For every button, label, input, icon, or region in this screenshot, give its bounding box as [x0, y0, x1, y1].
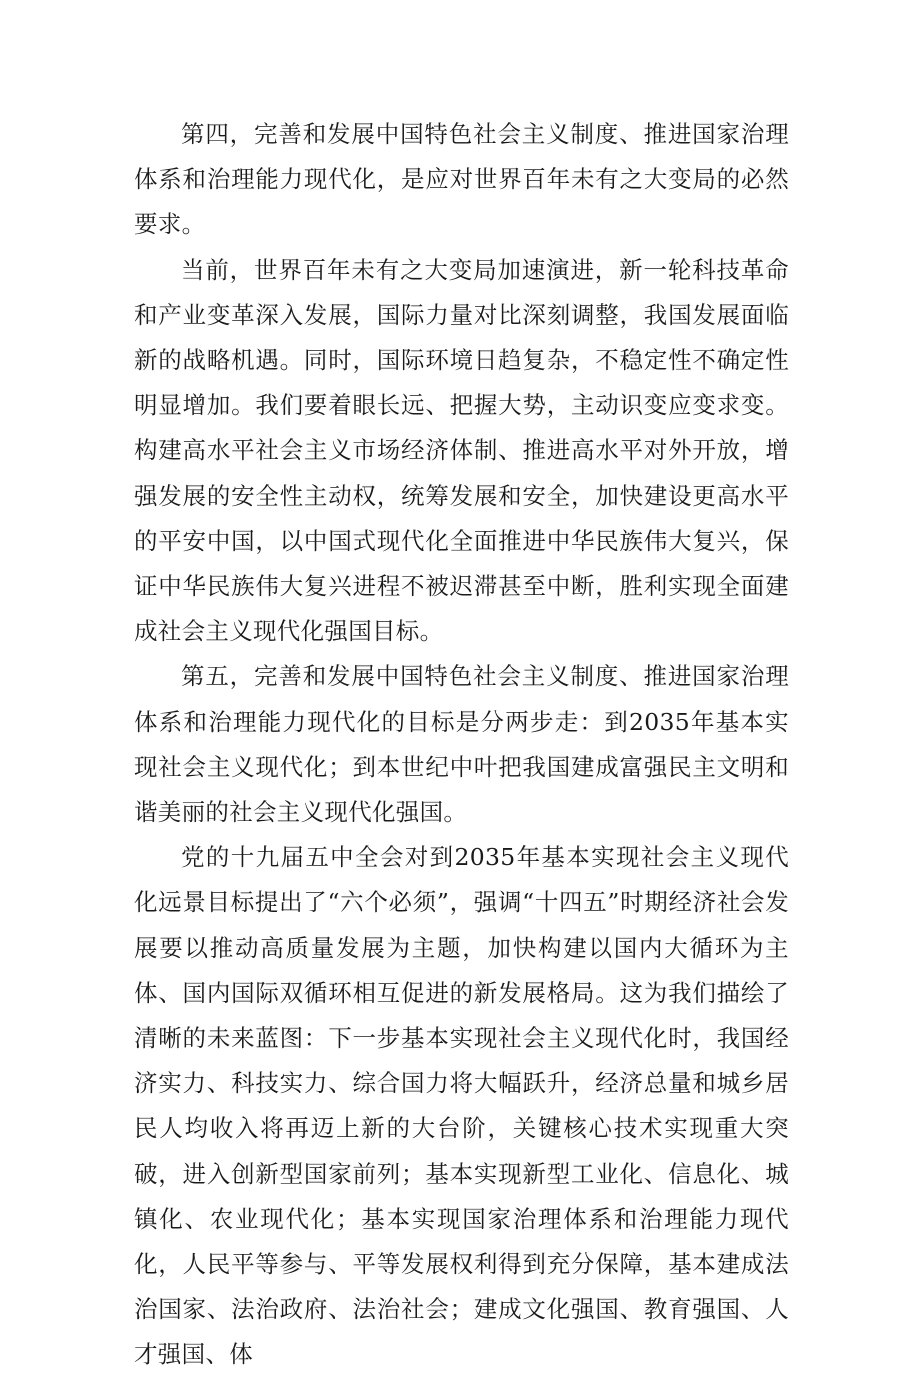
paragraph-1: 第四，完善和发展中国特色社会主义制度、推进国家治理体系和治理能力现代化，是应对世界百年未有之大变局的必然要求。 [134, 120, 789, 239]
paragraph-4: 党的十九届五中全会对到2035年基本实现社会主义现代化远景目标提出了“六个必须”，强调“十四五”时期经济社会发展要以推动高质量发展为主题，加快构建以国内大循环为主体、国内国际双循环相互促进的新发展格局。这为我们描绘了清晰的未来蓝图：下一步基本实现社会主义现代化时，我国经济实力、科技实力、综合国力将大幅跃升，经济总量和城乡居民人均收入将再迈上新的大台阶，关键核心技术实现重大突破，进入创新型国家前列；基本实现新型工业化、信息化、城镇化、农业现代化；基本实现国家治理体系和治理能力现代化，人民平等参与、平等发展权利得到充分保障，基本建成法治国家、法治政府、法治社会；建成文化强国、教育强国、人才强国、体 [134, 843, 789, 1369]
paragraph-2: 当前，世界百年未有之大变局加速演进，新一轮科技革命和产业变革深入发展，国际力量对比深刻调整，我国发展面临新的战略机遇。同时，国际环境日趋复杂，不稳定性不确定性明显增加。我们要着眼长远、把握大势，主动识变应变求变。构建高水平社会主义市场经济体制、推进高水平对外开放，增强发展的安全性主动权，统筹发展和安全，加快建设更高水平的平安中国，以中国式现代化全面推进中华民族伟大复兴，保证中华民族伟大复兴进程不被迟滞甚至中断，胜利实现全面建成社会主义现代化强国目标。 [134, 255, 789, 646]
document-body [134, 112, 789, 1378]
paragraph-3: 第五，完善和发展中国特色社会主义制度、推进国家治理体系和治理能力现代化的目标是分两步走：到2035年基本实现社会主义现代化；到本世纪中叶把我国建成富强民主文明和谐美丽的社会主义现代化强国。 [134, 662, 789, 827]
